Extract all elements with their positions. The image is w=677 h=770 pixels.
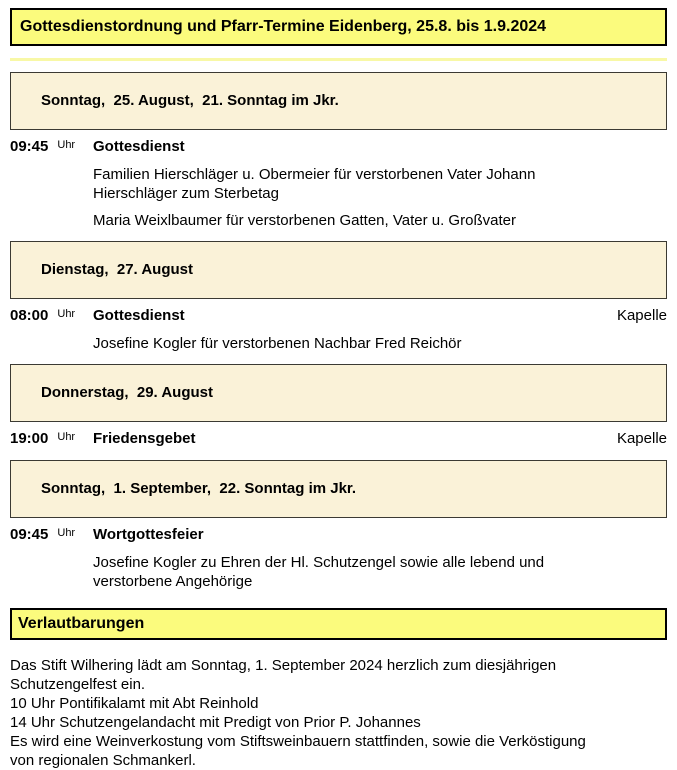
intention-text: Josefine Kogler zu Ehren der Hl. Schutzengel sowie alle lebend und verstorbene Angehörige: [93, 554, 545, 590]
service-time: 09:45: [10, 138, 49, 155]
service-time: 08:00: [10, 307, 49, 324]
announcement-body: [10, 656, 596, 770]
schedule-sections: [10, 72, 667, 591]
intention-text: Josefine Kogler für verstorbenen Nachbar Fred Reichör: [93, 335, 462, 352]
day-section: [10, 460, 667, 591]
announcement-line: Es wird eine Weinverkostung vom Stiftsweinbauern stattfinden, sowie die Verköstigung von regionalen Schmankerl.: [10, 733, 586, 769]
service-entry: [10, 526, 667, 591]
intention-text: Maria Weixlbaumer für verstorbenen Gatten, Vater u. Großvater: [93, 212, 516, 229]
service-time: 19:00: [10, 430, 49, 447]
announcement-line: Das Stift Wilhering lädt am Sonntag, 1. September 2024 herzlich zum diesjährigen Schutzengelfest ein.: [10, 657, 557, 693]
intention-text: Familien Hierschläger u. Obermeier für verstorbenen Vater Johann Hierschläger zum Sterbetag: [93, 166, 536, 202]
service-time-row: [10, 430, 667, 449]
service-name: Gottesdienst: [93, 138, 185, 155]
day-header-bar: [10, 460, 667, 518]
day-header-bar: [10, 72, 667, 130]
day-header-label: Donnerstag, 29. August: [41, 384, 213, 401]
service-name: Friedensgebet: [93, 430, 196, 447]
time-unit-label: Uhr: [57, 308, 76, 320]
day-section: [10, 241, 667, 353]
page-title: Gottesdienstordnung und Pfarr-Termine Eidenberg, 25.8. bis 1.9.2024: [10, 8, 667, 46]
day-header-label: Sonntag, 1. September, 22. Sonntag im Jkr.: [41, 480, 357, 497]
service-time-row: [10, 138, 667, 157]
yellow-divider: [10, 58, 667, 61]
day-header-bar: [10, 241, 667, 299]
day-header-label: Dienstag, 27. August: [41, 261, 193, 278]
day-section: [10, 72, 667, 230]
time-unit-label: Uhr: [57, 139, 76, 151]
service-entry: [10, 138, 667, 230]
time-cell: [10, 138, 93, 157]
service-time-row: [10, 307, 667, 326]
service-location: Kapelle: [616, 430, 667, 447]
service-name: Gottesdienst: [93, 307, 185, 324]
time-unit-label: Uhr: [57, 527, 76, 539]
time-cell: [10, 307, 93, 326]
service-name: Wortgottesfeier: [93, 526, 204, 543]
service-time-row: [10, 526, 667, 545]
announcement-line: 10 Uhr Pontifikalamt mit Abt Reinhold: [10, 695, 259, 712]
day-header-label: Sonntag, 25. August, 21. Sonntag im Jkr.: [41, 92, 339, 109]
service-location: Kapelle: [616, 307, 667, 324]
time-cell: [10, 430, 93, 449]
service-entry: [10, 307, 667, 353]
service-time: 09:45: [10, 526, 49, 543]
time-unit-label: Uhr: [57, 431, 76, 443]
announcement-line: 14 Uhr Schutzengelandacht mit Predigt von Prior P. Johannes: [10, 714, 421, 731]
announcements-header: Verlautbarungen: [10, 608, 667, 640]
service-entry: [10, 430, 667, 449]
day-header-bar: [10, 364, 667, 422]
day-section: [10, 364, 667, 449]
time-cell: [10, 526, 93, 545]
